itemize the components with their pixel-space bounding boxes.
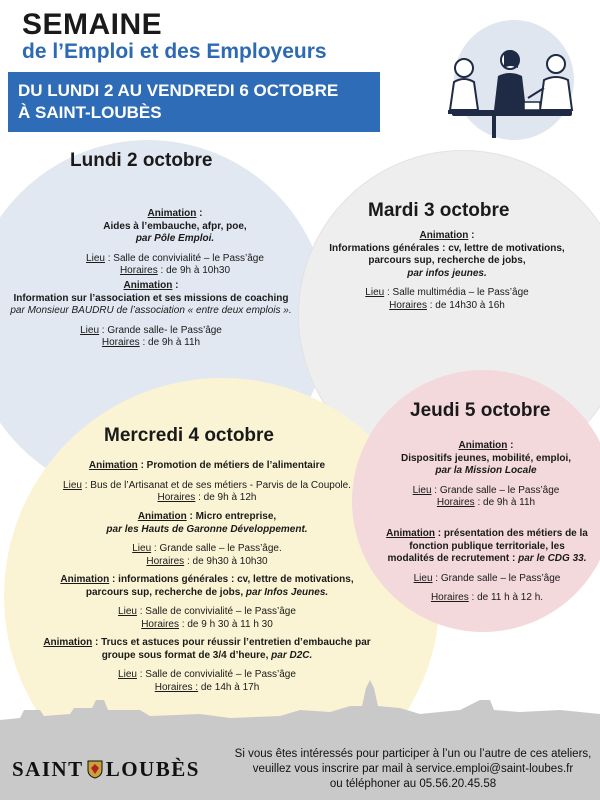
horaires-value: : de 9h à 12h xyxy=(195,492,257,503)
event-label: Animation xyxy=(88,460,138,471)
horaires-value: : de 9 h 30 à 11 h 30 xyxy=(179,618,273,630)
page-subtitle: de l’Emploi et des Employeurs xyxy=(22,40,327,63)
lieu-label: Lieu xyxy=(80,324,100,336)
lieu-label: Lieu xyxy=(118,669,137,680)
horaires-value: de 14h à 17h xyxy=(198,681,260,693)
event-label: Animation xyxy=(147,208,197,219)
lieu-label: Lieu xyxy=(118,606,137,617)
horaires-label: Horaires xyxy=(119,265,158,276)
page-title: SEMAINE xyxy=(22,8,163,41)
event-label: Animation xyxy=(137,511,187,522)
lieu-label: Lieu xyxy=(365,287,385,298)
lieu-label: Lieu xyxy=(412,484,432,496)
lieu-label: Lieu xyxy=(86,252,105,264)
lieu-value: : Salle de convivialité – le Pass’âge xyxy=(104,252,264,264)
town-skyline xyxy=(0,680,600,740)
lieu-value: : Salle de convivialité – le Pass’âge xyxy=(136,669,296,680)
event-organizer: par D2C. xyxy=(271,649,313,661)
horaires-label: Horaires xyxy=(157,492,196,503)
horaires-label: Horaires xyxy=(101,337,140,348)
mercredi-event-2 xyxy=(30,511,384,568)
lundi-event-1: Animation : Aides à l’embauche, afpr, poe, par Pôle Emploi. Lieu : Salle de convivialité – le Pass’âge Horaires : de 9h à 10h30 xyxy=(60,208,290,278)
event-label: Animation xyxy=(419,230,469,241)
event-organizer: par Infos Jeunes. xyxy=(245,586,329,598)
meeting-illustration xyxy=(432,18,592,143)
event-organizer: par Pôle Emploi. xyxy=(135,233,215,244)
mardi-title: Mardi 3 octobre xyxy=(368,200,510,221)
horaires-label: Horaires xyxy=(146,555,185,567)
event-label: Animation xyxy=(123,280,173,291)
horaires-value: : de 9h à 11h xyxy=(474,497,536,508)
horaires-value: : de 14h30 à 16h xyxy=(426,299,505,311)
event-desc: Dispositifs jeunes, mobilité, emploi, xyxy=(400,452,572,464)
banner-dates: DU LUNDI 2 AU VENDREDI 6 OCTOBRE xyxy=(18,81,339,100)
horaires-value: : de 9h à 10h30 xyxy=(157,265,231,276)
footer-line-1: Si vous êtes intéressés pour participer à l’un ou l’autre de ces ateliers, xyxy=(234,748,592,760)
event-desc: : informations générales : cv, lettre de motivations, xyxy=(109,574,354,585)
lieu-value: : Grande salle – le Pass’âge xyxy=(432,572,561,584)
event-desc: : présentation des métiers de la xyxy=(435,528,588,539)
footer-line-2: veuillez vous inscrire par mail à service.emploi@saint-loubes.fr xyxy=(252,763,574,775)
event-desc: Aides à l’embauche, afpr, poe, xyxy=(103,220,247,232)
lieu-value: : Grande salle- le Pass’âge xyxy=(99,324,222,336)
lieu-value: : Salle de convivialité – le Pass’âge xyxy=(136,606,296,617)
logo-text-left: SAINT xyxy=(12,757,84,781)
event-desc-cont2: modalités de recrutement : xyxy=(387,553,516,564)
mercredi-title: Mercredi 4 octobre xyxy=(104,425,274,446)
lieu-label: Lieu xyxy=(63,479,82,491)
jeudi-event-2 xyxy=(376,528,598,605)
date-banner xyxy=(8,72,380,132)
horaires-label: Horaires xyxy=(141,618,179,630)
event-label: Animation xyxy=(458,440,508,451)
horaires-value: : de 9h à 11h xyxy=(139,337,201,348)
lundi-title: Lundi 2 octobre xyxy=(70,150,213,171)
event-desc-cont: parcours sup, recherche de jobs, xyxy=(85,586,244,598)
banner-location: À SAINT-LOUBÈS xyxy=(18,103,162,122)
shield-icon xyxy=(87,760,103,779)
event-desc: : Micro entreprise, xyxy=(186,511,277,522)
lieu-value: : Bus de l’Artisanat et de ses métiers - Parvis de la Coupole. xyxy=(81,479,351,491)
event-label: Animation xyxy=(43,637,93,648)
lieu-value: : Grande salle – le Pass’âge xyxy=(431,484,560,496)
event-desc-cont: groupe sous format de 3/4 d’heure, xyxy=(101,649,269,661)
event-organizer: par la Mission Locale xyxy=(435,465,537,476)
event-desc-cont: fonction publique territoriale, les xyxy=(409,540,565,552)
event-organizer: par le CDG 33. xyxy=(518,553,587,564)
horaires-value: : de 9h30 à 10h30 xyxy=(184,555,268,567)
event-desc: Informations générales : cv, lettre de motivations, xyxy=(329,242,565,254)
event-desc: : Promotion de métiers de l’alimentaire xyxy=(137,460,326,471)
footer-line-3: ou téléphoner au 05.56.20.45.58 xyxy=(329,778,497,790)
horaires-value: : de 11 h à 12 h. xyxy=(468,592,544,603)
mardi-event-1: Animation : Informations générales : cv, lettre de motivations, parcours sup, recherche de jobs, par infos jeunes. Lieu : Salle multimédia – le Pass’âge Horaires : de 14h30 à 16h xyxy=(312,230,582,312)
registration-info xyxy=(232,747,594,792)
lieu-label: Lieu xyxy=(132,543,152,554)
event-label: Animation xyxy=(386,528,436,539)
event-desc: parcours sup, recherche de jobs, xyxy=(368,255,526,266)
saint-loubes-logo xyxy=(12,757,200,782)
horaires-label: Horaires xyxy=(436,497,475,508)
mercredi-event-3 xyxy=(30,574,384,631)
lieu-value: : Grande salle – le Pass’âge. xyxy=(151,543,282,554)
mercredi-event-1 xyxy=(30,460,384,505)
lieu-value: : Salle multimédia – le Pass’âge xyxy=(384,287,529,298)
event-label: Animation xyxy=(60,574,110,585)
jeudi-event-1: Animation : Dispositifs jeunes, mobilité, emploi, par la Mission Locale Lieu : Grande salle – le Pass’âge Horaires : de 9h à 11h xyxy=(380,440,592,510)
event-organizer: par Monsieur BAUDRU de l’association « entre deux emplois ». xyxy=(10,305,292,316)
logo-text-right: LOUBÈS xyxy=(105,757,200,781)
event-organizer: par les Hauts de Garonne Développement. xyxy=(106,523,308,535)
event-desc: : Trucs et astuces pour réussir l’entretien d’embauche par xyxy=(92,637,371,648)
lundi-event-2: Animation : Information sur l’association et ses missions de coaching par Monsieur BAUDRU de l’association « entre deux emplois ». Lieu : Grande salle- le Pass’âge Horaires : de 9h à 11h xyxy=(2,280,300,350)
lieu-label: Lieu xyxy=(413,572,433,584)
horaires-label: Horaires : xyxy=(154,681,199,693)
event-organizer: par infos jeunes. xyxy=(407,267,487,279)
horaires-label: Horaires xyxy=(389,299,427,311)
horaires-label: Horaires xyxy=(430,592,469,603)
event-desc: Information sur l’association et ses missions de coaching xyxy=(13,292,289,304)
jeudi-title: Jeudi 5 octobre xyxy=(410,400,551,421)
